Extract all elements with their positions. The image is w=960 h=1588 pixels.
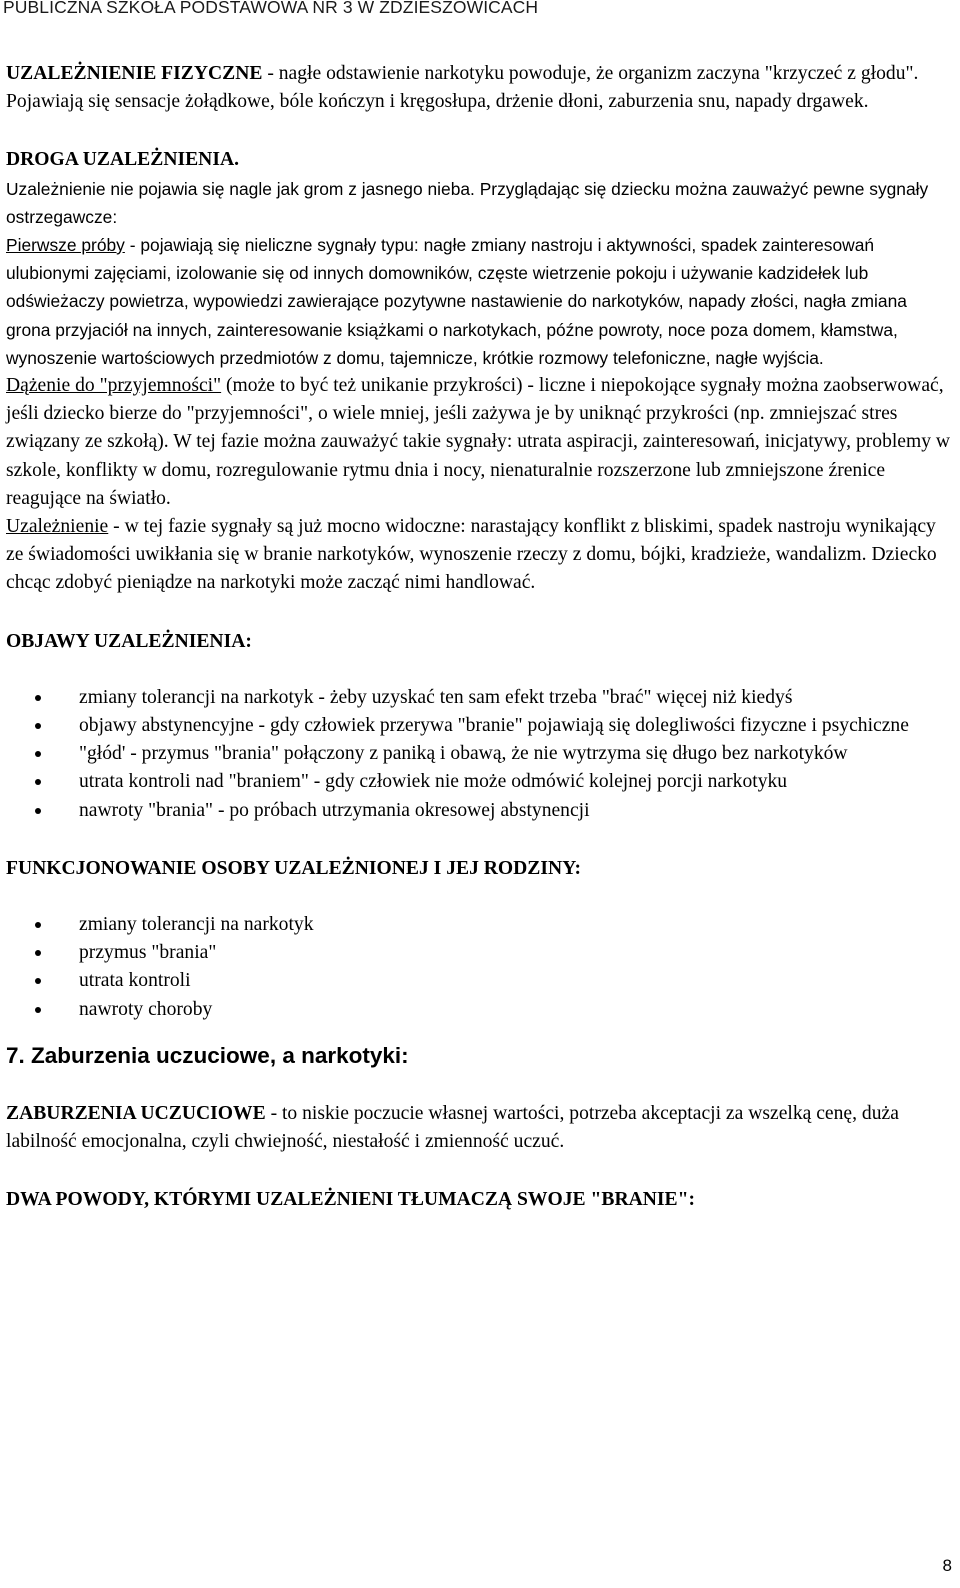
text-addiction: - w tej fazie sygnały są już mocno widoczne: narastający konflikt z bliskimi, spadek nastroju wynikający ze świadomości uwikłania się w branie narkotyków, wynoszenie rzeczy z domu, bójki, kradzieże, wandalizm. Dziecko chcąc zdobyć pieniądze na narkotyki może zacząć nimi handlować. [6, 516, 937, 594]
text-pleasure: (może to być też unikanie przykrości) - liczne i niepokojące sygnały można zaobserwować, jeśli dziecko bierze do "przyjemności", o wiele mniej, jeśli zażywa je by uniknąć przykrości (np. zmniejszać stres związany ze szkołą). W tej fazie można zauważyć takie sygnały: utrata aspiracji, zainteresowań, inicjatywy, problemy w szkole, konflikty w domu, rozregulowanie rytmu dnia i nocy, nienaturalnie rozszerzone lub zmniejszone źrenice reagujące na światło. [6, 375, 951, 509]
text-emotional-disorders: - to niskie poczucie własnej wartości, potrzeba akceptacji za wszelką cenę, duża labilność emocjonalna, czyli chwiejność, niestałość i zmienność uczuć. [6, 1102, 899, 1153]
term-physical-addiction: UZALEŻNIENIE FIZYCZNE [6, 63, 263, 84]
list-item: nawroty choroby [6, 996, 956, 1024]
bullet-icon [35, 1007, 41, 1013]
paragraph-addiction [6, 513, 956, 598]
paragraph-pleasure [6, 372, 956, 513]
heading-functioning: FUNKCJONOWANIE OSOBY UZALEŻNIONEJ I JEJ RODZINY: [6, 857, 582, 879]
bullet-icon [35, 978, 41, 984]
bullet-icon [35, 950, 41, 956]
paragraph-physical-addiction [6, 60, 956, 116]
list-item: zmiany tolerancji na narkotyk - żeby uzyskać ten sam efekt trzeba "brać" więcej niż kiedyś [6, 684, 956, 712]
list-item: "głód' - przymus "brania" połączony z paniką i obawą, że nie wytrzyma się długo bez narkotyków [6, 740, 956, 768]
heading-two-reasons: DWA POWODY, KTÓRYMI UZALEŻNIENI TŁUMACZĄ SWOJE "BRANIE": [6, 1189, 695, 1211]
bullet-icon [35, 751, 41, 757]
paragraph-first-attempts [6, 231, 956, 372]
list-item: objawy abstynencyjne - gdy człowiek przerywa "branie" pojawiają się dolegliwości fizyczne i psychiczne [6, 712, 956, 740]
text-physical-addiction: - nagłe odstawienie narkotyku powoduje, że organizm zaczyna "krzyczeć z głodu". Pojawiają się sensacje żołądkowe, bóle kończyn i kręgosłupa, drżenie dłoni, zaburzenia snu, napady drgawek. [6, 63, 919, 113]
text-first-attempts: - pojawiają się nieliczne sygnały typu: nagłe zmiany nastroju i aktywności, spadek zainteresowań ulubionymi zajęciami, izolowanie się od innych domowników, częste wietrzenie pokoju i używanie kadzidełek lub odświeżaczy powietrza, wypowiedzi zawierające pozytywne nastawienie do narkotyków, napady złości, nagła zmiana grona przyjaciół na innych, zainteresowanie książkami o narkotykach, późne powroty, noce poza domem, kłamstwa, wynoszenie wartościowych przedmiotów z domu, tajemnicze, krótkie rozmowy telefoniczne, nagłe wyjścia. [6, 235, 907, 368]
heading-emotional-disorders: 7. Zaburzenia uczuciowe, a narkotyki: [6, 1042, 409, 1068]
bullet-icon [35, 723, 41, 729]
list-item: utrata kontroli [6, 967, 956, 995]
page-header: PUBLICZNA SZKOŁA PODSTAWOWA NR 3 W ZDZIESZOWICACH [3, 0, 539, 17]
bullet-icon [35, 808, 41, 814]
bullet-icon [35, 695, 41, 701]
bullet-icon [35, 779, 41, 785]
symptoms-list [6, 684, 956, 825]
term-emotional-disorders: ZABURZENIA UCZUCIOWE [6, 1102, 266, 1124]
functioning-list [6, 911, 956, 1024]
heading-path-of-addiction: DROGA UZALEŻNIENIA. [6, 149, 239, 171]
list-item: zmiany tolerancji na narkotyk [6, 911, 956, 939]
list-item: utrata kontroli nad "braniem" - gdy człowiek nie może odmówić kolejnej porcji narkotyku [6, 768, 956, 796]
bullet-icon [35, 922, 41, 928]
paragraph-intro: Uzależnienie nie pojawia się nagle jak grom z jasnego nieba. Przyglądając się dziecku można zauważyć pewne sygnały ostrzegawcze: [6, 178, 929, 227]
term-pleasure: Dążenie do "przyjemności" [6, 375, 222, 397]
list-item: nawroty "brania" - po próbach utrzymania okresowej abstynencji [6, 797, 956, 825]
page-number: 8 [942, 1556, 952, 1575]
heading-symptoms: OBJAWY UZALEŻNIENIA: [6, 630, 252, 652]
list-item: przymus "brania" [6, 939, 956, 967]
term-addiction: Uzależnienie [6, 516, 109, 538]
paragraph-emotional-disorders [6, 1100, 956, 1156]
term-first-attempts: Pierwsze próby [6, 235, 125, 256]
document-body [6, 60, 956, 1215]
